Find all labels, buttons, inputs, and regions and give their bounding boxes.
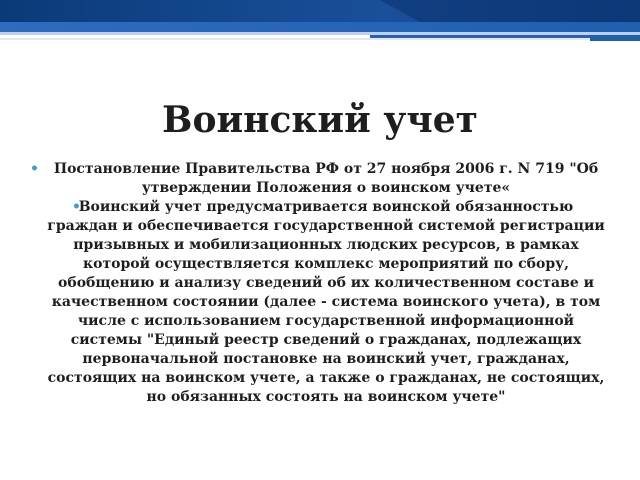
bullet-text: Постановление Правительства РФ от 27 ноября 2006 г. N 719 "Об утверждении Положения о воинском учете« [53,161,599,196]
bullet-dot-icon: • [72,199,81,215]
bullet-item [28,198,608,407]
header-banner [0,0,640,50]
bullet-text: Воинский учет предусматривается воинской обязанностью граждан и обеспечивается государственной системой регистрации призывных и мобилизационных людских ресурсов, в рамках которой осуществляется комплекс мероприятий по сбору, обобщению и анализу сведений об их количественном составе и качественном состоянии (далее - система воинского учета), в том числе с использованием государственной информационной системы "Единый реестр сведений о гражданах, подлежащих первоначальной постановке на воинский учет, гражданах, состоящих на воинском учете, а также о гражданах, не состоящих, но обязанных состоять на воинском учете" [47,199,605,405]
bullet-dot-icon: • [30,161,39,177]
slide-title: Воинский учет [162,99,478,141]
bullet-list [28,160,608,407]
bullet-item [28,160,608,198]
header-banner-graphic [0,0,640,50]
